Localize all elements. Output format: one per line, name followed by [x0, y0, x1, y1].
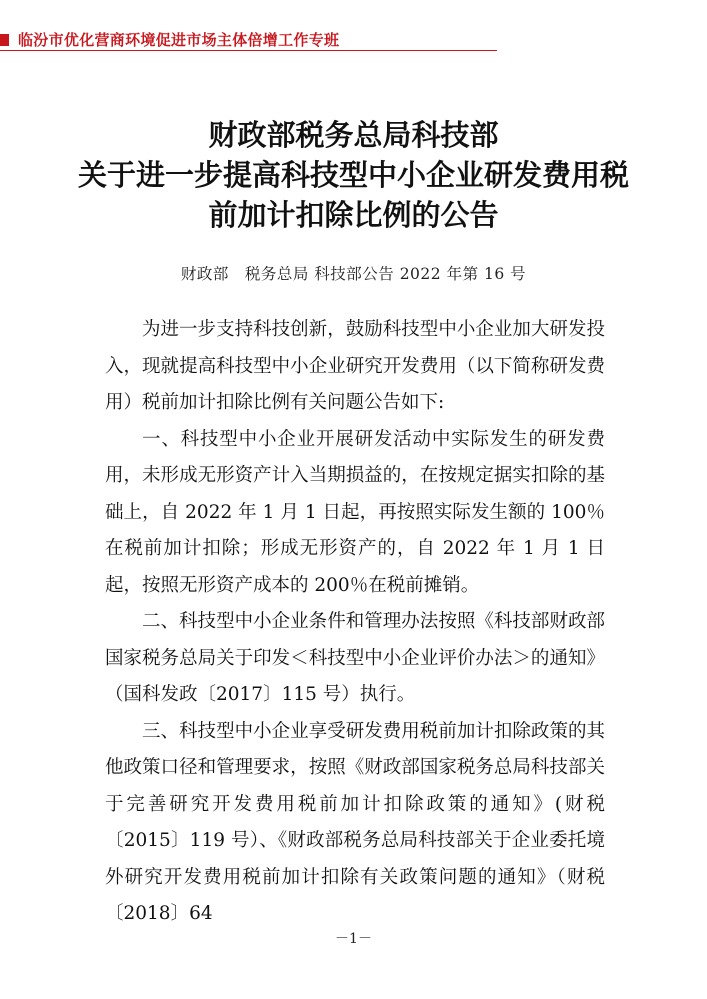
- header-agency-name: 临汾市优化营商环境促进市场主体倍增工作专班: [18, 31, 340, 49]
- title-line-3: 前加计扣除比例的公告: [208, 198, 499, 232]
- paragraph-item-2: 二、科技型中小企业条件和管理办法按照《科技部财政部国家税务总局关于印发＜科技型中小企业评价办法＞的通知》（国科发政〔2017〕115 号）执行。: [105, 611, 605, 705]
- header-divider: [0, 50, 497, 51]
- paragraph-item-1: 一、科技型中小企业开展研发活动中实际发生的研发费用，未形成无形资产计入当期损益的，在按规定据实扣除的基础上，自 2022 年 1 月 1 日起，再按照实际发生额的 100％在税前加计扣除；形成无形资产的，自 2022 年 1 月 1 日起，按照无形资产成本的 200％在税前摊销。: [105, 428, 605, 596]
- paragraph-item-3: 三、科技型中小企业享受研发费用税前加计扣除政策的其他政策口径和管理要求，按照《财政部国家税务总局科技部关于完善研究开发费用税前加计扣除政策的通知》(财税〔2015〕119 号）、《财政部税务总局科技部关于企业委托境外研究开发费用税前加计扣除有关政策问题的通知》（财税〔2018〕64: [105, 720, 605, 924]
- announcement-number: 财政部 税务总局 科技部公告 2022 年第 16 号: [180, 265, 527, 283]
- document-body: [105, 312, 605, 933]
- header-marker: [0, 34, 9, 46]
- title-line-1: 财政部税务总局科技部: [208, 118, 499, 152]
- title-line-2: 关于进一步提高科技型中小企业研发费用税: [77, 158, 629, 192]
- paragraph-intro: 为进一步支持科技创新，鼓励科技型中小企业加大研发投入，现就提高科技型中小企业研究开发费用（以下简称研发费用）税前加计扣除比例有关问题公告如下:: [105, 319, 605, 413]
- page-number: －1－: [335, 931, 372, 947]
